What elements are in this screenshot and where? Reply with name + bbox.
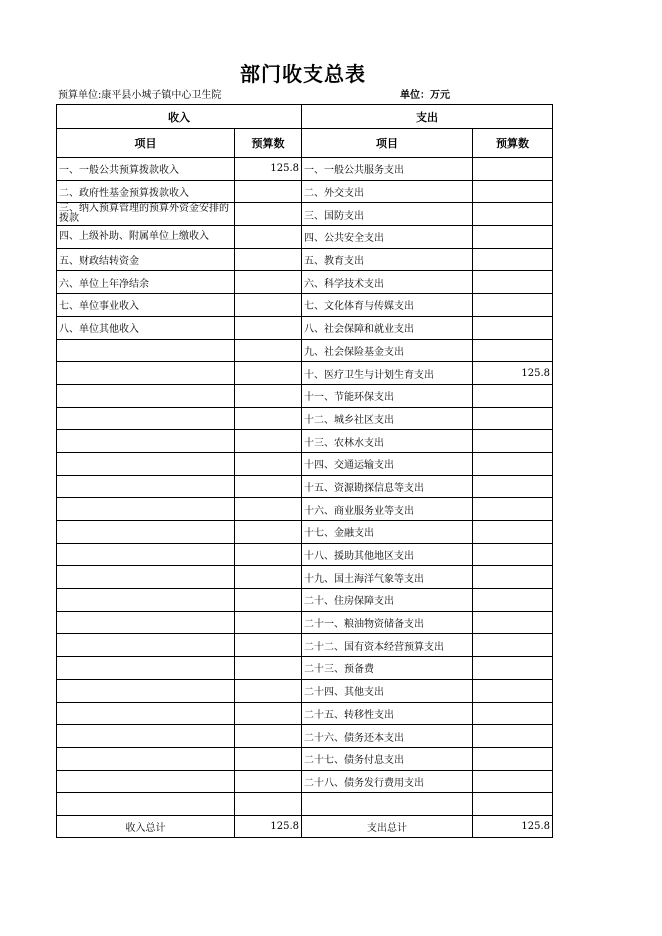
income-item-cell	[57, 521, 235, 544]
expense-budget-cell	[473, 566, 553, 589]
income-budget-header: 预算数	[235, 129, 302, 158]
income-budget-cell: 125.8	[235, 158, 302, 181]
expense-budget-cell	[473, 384, 553, 407]
expense-item-cell: 二十七、债务付息支出	[302, 747, 473, 770]
income-item-cell: 二、政府性基金预算拨款收入	[57, 180, 235, 203]
income-item-cell	[57, 725, 235, 748]
income-item-cell: 六、单位上年净结余	[57, 271, 235, 294]
expense-item-cell: 十八、援助其他地区支出	[302, 543, 473, 566]
expense-item-cell: 十、医疗卫生与计划生育支出	[302, 362, 473, 385]
income-budget-cell	[235, 248, 302, 271]
expense-item-cell: 二十八、债务发行费用支出	[302, 770, 473, 793]
expense-item-cell: 九、社会保险基金支出	[302, 339, 473, 362]
expense-item-cell: 十五、资源勘探信息等支出	[302, 475, 473, 498]
expense-item-cell: 二十、住房保障支出	[302, 589, 473, 612]
income-item-cell	[57, 543, 235, 566]
income-item-cell	[57, 679, 235, 702]
table-section-header-row	[57, 105, 553, 129]
expense-budget-cell	[473, 248, 553, 271]
table-row	[57, 271, 553, 294]
income-item-cell	[57, 611, 235, 634]
expense-budget-cell	[473, 339, 553, 362]
expense-item-cell: 二十五、转移性支出	[302, 702, 473, 725]
table-row	[57, 521, 553, 544]
expense-budget-cell	[473, 657, 553, 680]
income-budget-cell	[235, 725, 302, 748]
income-total-label: 收入总计	[57, 815, 235, 837]
expense-item-cell: 二、外交支出	[302, 180, 473, 203]
table-row	[57, 747, 553, 770]
income-budget-cell	[235, 793, 302, 816]
expense-budget-cell	[473, 271, 553, 294]
income-budget-cell	[235, 226, 302, 249]
income-budget-cell	[235, 452, 302, 475]
expense-item-cell: 二十一、粮油物资储备支出	[302, 611, 473, 634]
income-budget-cell	[235, 180, 302, 203]
income-item-cell	[57, 702, 235, 725]
income-budget-cell	[235, 362, 302, 385]
expense-budget-cell	[473, 452, 553, 475]
income-item-cell	[57, 407, 235, 430]
income-item-cell	[57, 452, 235, 475]
expense-item-cell: 七、文化体育与传媒支出	[302, 294, 473, 317]
expense-item-cell	[302, 793, 473, 816]
currency-unit-label: 单位：万元	[400, 90, 450, 101]
expense-item-cell: 四、公共安全支出	[302, 226, 473, 249]
expense-budget-cell	[473, 679, 553, 702]
income-budget-cell	[235, 634, 302, 657]
income-budget-cell	[235, 294, 302, 317]
income-item-cell	[57, 498, 235, 521]
income-budget-cell	[235, 430, 302, 453]
income-item-cell: 四、上级补助、附属单位上缴收入	[57, 226, 235, 249]
expense-budget-cell	[473, 634, 553, 657]
table-row	[57, 226, 553, 249]
income-budget-cell	[235, 747, 302, 770]
income-item-cell: 七、单位事业收入	[57, 294, 235, 317]
income-item-cell	[57, 362, 235, 385]
income-budget-cell	[235, 566, 302, 589]
table-row	[57, 158, 553, 181]
expense-item-cell: 十六、商业服务业等支出	[302, 498, 473, 521]
expense-item-cell: 十二、城乡社区支出	[302, 407, 473, 430]
income-budget-cell	[235, 407, 302, 430]
income-budget-cell	[235, 589, 302, 612]
income-budget-cell	[235, 657, 302, 680]
expense-budget-cell	[473, 543, 553, 566]
expense-budget-cell	[473, 203, 553, 226]
table-row	[57, 793, 553, 816]
income-budget-cell	[235, 271, 302, 294]
expense-item-cell: 二十三、预备费	[302, 657, 473, 680]
income-budget-cell	[235, 384, 302, 407]
table-row	[57, 407, 553, 430]
income-item-cell	[57, 793, 235, 816]
expense-item-cell: 二十六、债务还本支出	[302, 725, 473, 748]
income-item-cell: 三、纳入预算管理的预算外资金安排的拨款	[57, 203, 235, 226]
expense-budget-header: 预算数	[473, 129, 553, 158]
income-item-cell	[57, 657, 235, 680]
expense-item-header: 项目	[302, 129, 473, 158]
table-row	[57, 203, 553, 226]
table-row	[57, 452, 553, 475]
expense-item-cell: 一、一般公共服务支出	[302, 158, 473, 181]
expense-item-cell: 十九、国土海洋气象等支出	[302, 566, 473, 589]
page-title: 部门收支总表	[240, 62, 366, 86]
expense-item-cell: 五、教育支出	[302, 248, 473, 271]
income-budget-cell	[235, 475, 302, 498]
income-item-cell: 一、一般公共预算拨款收入	[57, 158, 235, 181]
table-row	[57, 248, 553, 271]
expense-total-label: 支出总计	[302, 815, 473, 837]
expense-item-cell: 十三、农林水支出	[302, 430, 473, 453]
table-row	[57, 634, 553, 657]
expense-item-cell: 三、国防支出	[302, 203, 473, 226]
table-column-header-row	[57, 129, 553, 158]
table-row	[57, 589, 553, 612]
income-item-cell: 八、单位其他收入	[57, 316, 235, 339]
income-item-cell	[57, 770, 235, 793]
table-row	[57, 543, 553, 566]
income-item-cell	[57, 566, 235, 589]
expense-budget-cell	[473, 407, 553, 430]
income-budget-cell	[235, 203, 302, 226]
income-total-value: 125.8	[235, 815, 302, 837]
income-item-cell	[57, 430, 235, 453]
income-budget-cell	[235, 611, 302, 634]
income-budget-cell	[235, 770, 302, 793]
table-row	[57, 180, 553, 203]
expense-item-cell: 二十四、其他支出	[302, 679, 473, 702]
expense-budget-cell	[473, 793, 553, 816]
table-row	[57, 339, 553, 362]
expense-item-cell: 二十二、国有资本经营预算支出	[302, 634, 473, 657]
table-row	[57, 566, 553, 589]
table-row	[57, 702, 553, 725]
table-row	[57, 611, 553, 634]
income-budget-cell	[235, 543, 302, 566]
expense-item-cell: 十一、节能环保支出	[302, 384, 473, 407]
expense-section-header: 支出	[302, 105, 553, 129]
expense-budget-cell	[473, 521, 553, 544]
expense-budget-cell	[473, 475, 553, 498]
expense-budget-cell	[473, 589, 553, 612]
income-item-cell	[57, 589, 235, 612]
table-row	[57, 430, 553, 453]
table-row	[57, 475, 553, 498]
table-body	[57, 158, 553, 816]
income-item-cell	[57, 475, 235, 498]
expense-item-cell: 十四、交通运输支出	[302, 452, 473, 475]
income-budget-cell	[235, 521, 302, 544]
table-row	[57, 679, 553, 702]
table-row	[57, 384, 553, 407]
expense-budget-cell	[473, 611, 553, 634]
income-budget-cell	[235, 679, 302, 702]
table-row	[57, 770, 553, 793]
table-row	[57, 657, 553, 680]
expense-item-cell: 六、科学技术支出	[302, 271, 473, 294]
expense-budget-cell	[473, 747, 553, 770]
table-row	[57, 294, 553, 317]
income-budget-cell	[235, 339, 302, 362]
expense-item-cell: 十七、金融支出	[302, 521, 473, 544]
expense-budget-cell	[473, 725, 553, 748]
income-budget-cell	[235, 316, 302, 339]
budget-unit-label: 预算单位:康平县小城子镇中心卫生院	[58, 90, 222, 101]
table-row	[57, 725, 553, 748]
expense-item-cell: 八、社会保障和就业支出	[302, 316, 473, 339]
expense-total-value: 125.8	[473, 815, 553, 837]
expense-budget-cell	[473, 294, 553, 317]
income-expense-table	[56, 104, 553, 838]
expense-budget-cell: 125.8	[473, 362, 553, 385]
expense-budget-cell	[473, 702, 553, 725]
income-item-cell	[57, 339, 235, 362]
expense-budget-cell	[473, 316, 553, 339]
income-item-cell	[57, 747, 235, 770]
expense-budget-cell	[473, 498, 553, 521]
income-budget-cell	[235, 702, 302, 725]
expense-budget-cell	[473, 158, 553, 181]
table-row	[57, 316, 553, 339]
income-item-header: 项目	[57, 129, 235, 158]
income-item-cell	[57, 634, 235, 657]
totals-row	[57, 815, 553, 837]
expense-budget-cell	[473, 226, 553, 249]
income-budget-cell	[235, 498, 302, 521]
expense-budget-cell	[473, 180, 553, 203]
income-item-cell: 五、财政结转资金	[57, 248, 235, 271]
income-item-cell	[57, 384, 235, 407]
expense-budget-cell	[473, 770, 553, 793]
expense-budget-cell	[473, 430, 553, 453]
table-row	[57, 362, 553, 385]
table-row	[57, 498, 553, 521]
income-section-header: 收入	[57, 105, 302, 129]
